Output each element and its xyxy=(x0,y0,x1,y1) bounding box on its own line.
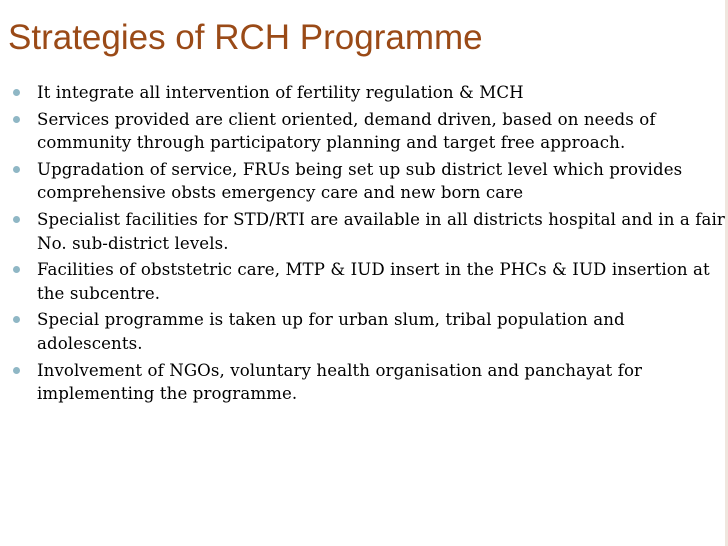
bullet-item xyxy=(37,208,727,255)
bullet-item xyxy=(37,158,727,205)
bullet-dot-icon xyxy=(13,89,20,96)
slide-title: Strategies of RCH Programme xyxy=(8,18,483,57)
bullet-text: Upgradation of service, FRUs being set up sub district level which provides comprehensive obsts emergency care and new born care xyxy=(37,159,683,203)
bullet-text: Involvement of NGOs, voluntary health organisation and panchayat for implementing the programme. xyxy=(37,360,643,404)
bullet-item xyxy=(37,359,727,406)
bullet-item xyxy=(37,258,727,305)
bullet-item xyxy=(37,308,727,355)
bullet-dot-icon xyxy=(13,266,20,273)
bullet-dot-icon xyxy=(13,216,20,223)
bullet-dot-icon xyxy=(13,166,20,173)
bullet-item xyxy=(37,81,727,105)
bullet-text: Specialist facilities for STD/RTI are available in all districts hospital and in a fair No. sub-district levels. xyxy=(37,209,725,253)
bullet-text: Services provided are client oriented, demand driven, based on needs of community through participatory planning and target free approach. xyxy=(37,109,656,153)
bullet-dot-icon xyxy=(13,116,20,123)
bullet-dot-icon xyxy=(13,316,20,323)
bullet-list xyxy=(37,81,727,409)
bullet-text: Special programme is taken up for urban slum, tribal population and adolescents. xyxy=(37,310,625,353)
bullet-item xyxy=(37,108,727,155)
bullet-dot-icon xyxy=(13,367,20,374)
bullet-text: Facilities of obststetric care, MTP & IUD insert in the PHCs & IUD insertion at the subcentre. xyxy=(37,260,710,303)
bullet-text: It integrate all intervention of fertility regulation & MCH xyxy=(37,83,524,102)
